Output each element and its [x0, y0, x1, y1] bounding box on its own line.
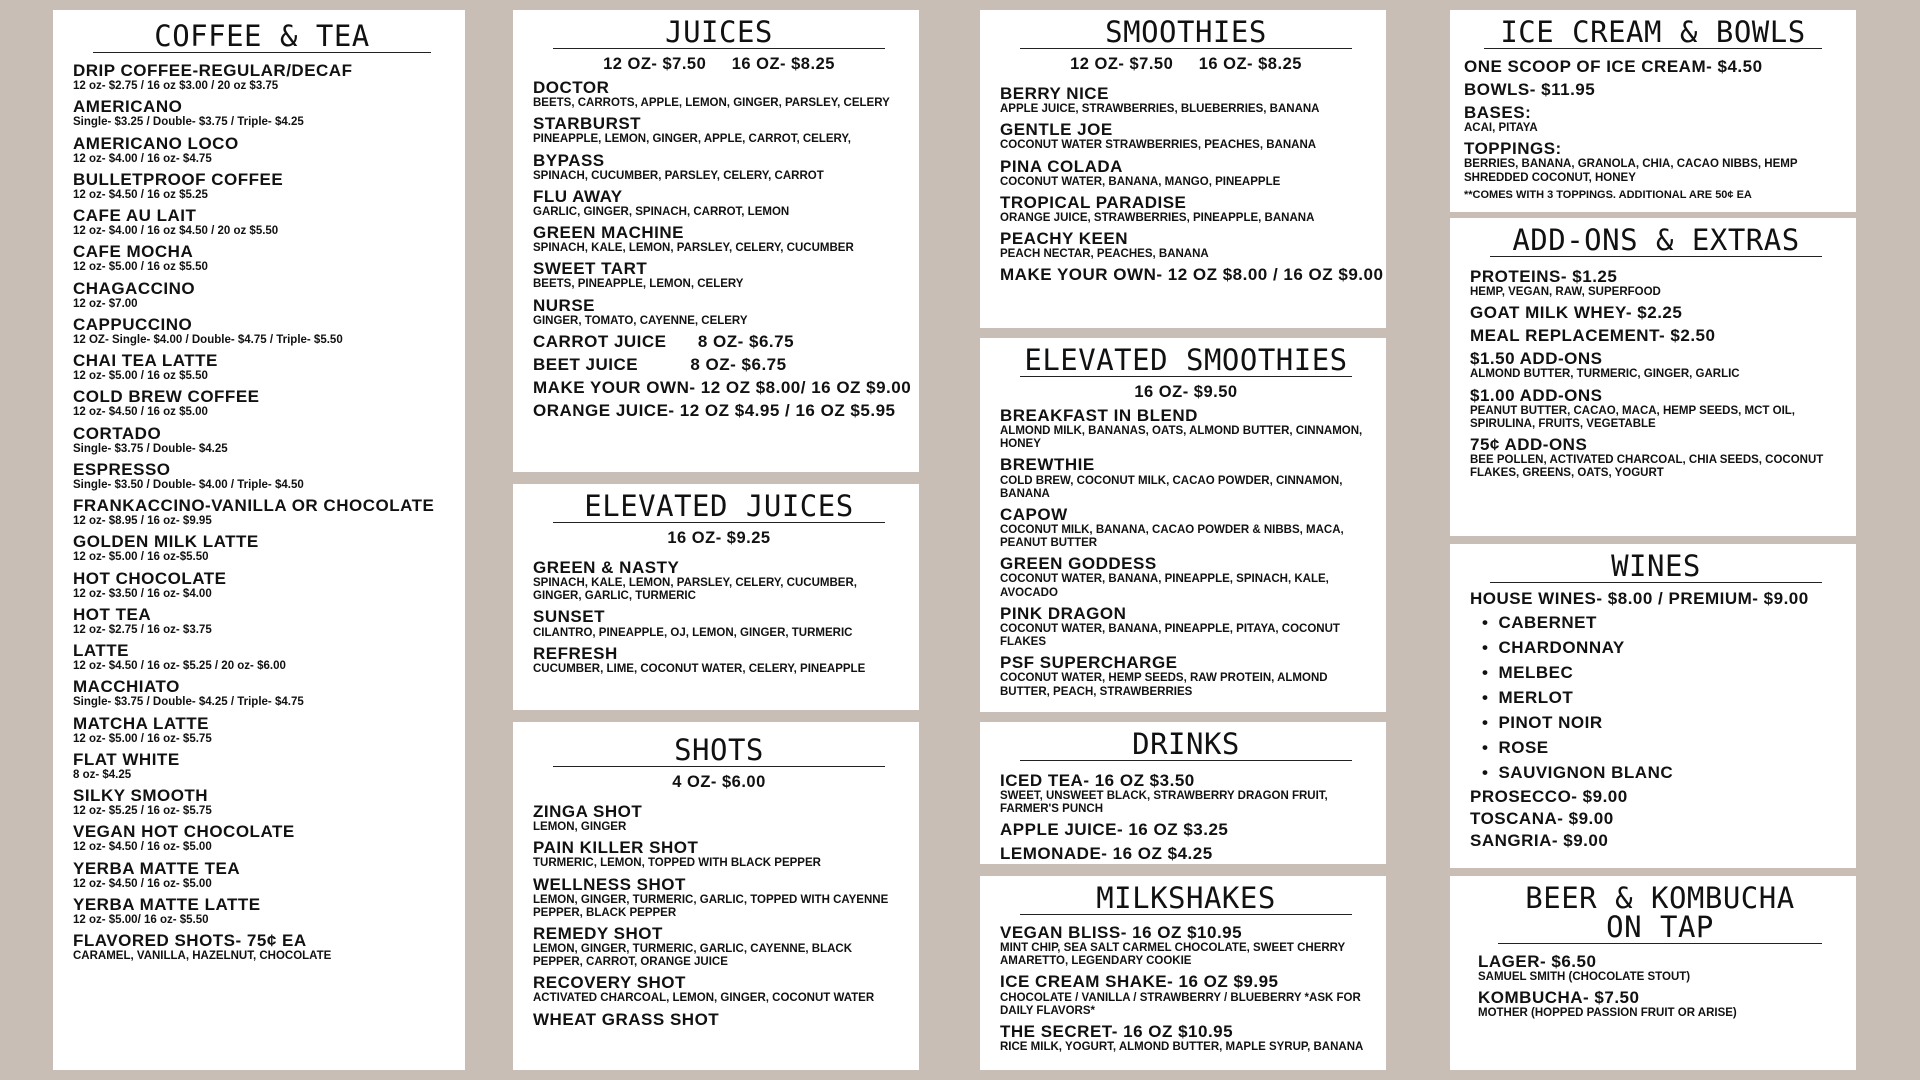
menu-item-description: ACTIVATED CHARCOAL, LEMON, GINGER, COCONUT WATER: [533, 992, 875, 1005]
menu-item-description: 12 oz- $5.00 / 16 oz $5.50: [73, 370, 208, 383]
menu-item-description: 12 oz- $8.95 / 16 oz- $9.95: [73, 515, 212, 528]
menu-item: [1000, 229, 1372, 261]
menu-item-name: FLU AWAY: [533, 186, 623, 206]
menu-item-description: ALMOND BUTTER, TURMERIC, GINGER, GARLIC: [1470, 368, 1740, 381]
elevated-smoothies-list: [1000, 406, 1372, 699]
menu-item-description: CARAMEL, VANILLA, HAZELNUT, CHOCOLATE: [73, 950, 332, 963]
menu-item: [73, 532, 451, 564]
menu-item-name: YERBA MATTE TEA: [73, 858, 241, 878]
menu-item: [73, 387, 451, 419]
wines-panel: [1450, 544, 1856, 868]
ice-cream-title: ICE CREAM & BOWLS: [1484, 18, 1822, 49]
menu-item-description: BEETS, CARROTS, APPLE, LEMON, GINGER, PARSLEY, CELERY: [533, 97, 890, 110]
menu-item-name: FRANKACCINO-VANILLA OR CHOCOLATE: [73, 496, 435, 515]
menu-item: [533, 924, 905, 969]
addons-list: [1470, 267, 1842, 481]
menu-item-name: $1.50 ADD-ONS: [1470, 349, 1603, 369]
menu-item-description: COCONUT WATER, BANANA, MANGO, PINEAPPLE: [1000, 175, 1281, 188]
menu-item-name: LAGER- $6.50: [1478, 952, 1597, 971]
menu-item: [533, 355, 905, 374]
menu-item-name: BREWTHIE: [1000, 455, 1095, 475]
menu-item-name: CARROT JUICE 8 OZ- $6.75: [533, 331, 795, 351]
menu-item: [73, 641, 451, 673]
menu-item-name: ORANGE JUICE- 12 OZ $4.95 / 16 OZ $5.95: [533, 400, 896, 420]
menu-item-name: WELLNESS SHOT: [533, 874, 686, 894]
menu-item-description: COCONUT MILK, BANANA, CACAO POWDER & NIBBS, MACA, PEANUT BUTTER: [1000, 523, 1344, 550]
menu-item-name: CAFE MOCHA: [73, 242, 194, 262]
menu-item: [1000, 604, 1372, 649]
milkshakes-title: MILKSHAKES: [1020, 884, 1352, 915]
menu-item-description: 12 oz- $4.50 / 16 oz- $5.25 / 20 oz- $6.00: [73, 660, 286, 673]
menu-item: [73, 605, 451, 637]
menu-item-description: CHOCOLATE / VANILLA / STRAWBERRY / BLUEBERRY *ASK FOR DAILY FLAVORS*: [1000, 991, 1361, 1017]
menu-item: [1000, 554, 1372, 599]
menu-item-description: 12 oz- $5.00 / 16 oz $5.50: [73, 261, 208, 274]
menu-item-description: 12 OZ- Single- $4.00 / Double- $4.75 / Triple- $5.50: [73, 333, 343, 346]
menu-item-description: PEACH NECTAR, PEACHES, BANANA: [1000, 248, 1209, 261]
elevated-juices-price: 16 OZ- $9.25: [667, 529, 771, 547]
menu-item-name: CAPOW: [1000, 504, 1068, 524]
menu-item: [1000, 844, 1372, 863]
menu-item-name: AMERICANO LOCO: [73, 133, 239, 153]
menu-item-description: Single- $3.75 / Double- $4.25: [73, 442, 228, 455]
menu-item-description: COLD BREW, COCONUT MILK, CACAO POWDER, CINNAMON, BANANA: [1000, 474, 1343, 500]
menu-item-name: KOMBUCHA- $7.50: [1478, 988, 1640, 1008]
ice-cream-note: **COMES WITH 3 TOPPINGS. ADDITIONAL ARE 50¢ EA: [1464, 188, 1752, 201]
menu-item: [73, 895, 451, 927]
menu-item-name: REFRESH: [533, 643, 618, 663]
menu-item: [533, 259, 905, 291]
milkshakes-list: [1000, 923, 1372, 1054]
menu-item-name: WHEAT GRASS SHOT: [533, 1009, 720, 1029]
menu-item-description: PEANUT BUTTER, CACAO, MACA, HEMP SEEDS, MCT OIL, SPIRULINA, FRUITS, VEGETABLE: [1470, 404, 1795, 430]
beer-title-line1: BEER & KOMBUCHA: [1525, 881, 1795, 915]
menu-item-description: 12 oz- $4.50 / 16 oz $5.00: [73, 406, 208, 419]
addons-panel: [1450, 218, 1856, 536]
menu-item: [73, 931, 451, 963]
menu-item-name: MATCHA LATTE: [73, 713, 209, 733]
menu-item: [1470, 267, 1842, 299]
smoothies-list: [1000, 84, 1384, 285]
menu-item: [1470, 326, 1842, 345]
menu-item: [1000, 406, 1372, 451]
menu-item: [1000, 193, 1372, 225]
menu-item: [533, 875, 905, 920]
menu-item-description: GINGER, TOMATO, CAYENNE, CELERY: [533, 314, 748, 327]
menu-item: [1000, 653, 1372, 698]
menu-item-name: SUNSET: [533, 607, 605, 627]
menu-item: [73, 750, 451, 782]
wine-item: • SAUVIGNON BLANC: [1482, 760, 1842, 785]
shots-list: [533, 802, 905, 1029]
menu-item-description: LEMON, GINGER, TURMERIC, GARLIC, TOPPED WITH CAYENNE PEPPER, BLACK PEPPER: [533, 893, 889, 919]
menu-item: [533, 151, 905, 183]
menu-item: [73, 859, 451, 891]
coffee-tea-list: [73, 61, 451, 963]
menu-item-name: $1.00 ADD-ONS: [1470, 385, 1603, 405]
menu-item-description: 12 oz- $4.00 / 16 oz $4.50 / 20 oz $5.50: [73, 225, 279, 238]
menu-item: [73, 206, 451, 238]
menu-item-description: 12 oz- $5.00 / 16 oz- $5.75: [73, 732, 212, 745]
menu-item-name: PROTEINS- $1.25: [1470, 267, 1618, 286]
wine-list: [1482, 610, 1842, 785]
menu-item-description: GARLIC, GINGER, SPINACH, CARROT, LEMON: [533, 205, 790, 218]
menu-item-name: PSF SUPERCHARGE: [1000, 653, 1178, 673]
menu-item-name: PINA COLADA: [1000, 156, 1123, 176]
menu-item: [1000, 972, 1372, 1017]
juices-panel: [513, 10, 919, 472]
menu-item-name: GREEN GODDESS: [1000, 554, 1157, 574]
menu-item-description: 12 oz- $4.50 / 16 oz- $5.00: [73, 877, 212, 890]
menu-item: [533, 558, 905, 603]
menu-item-description: 12 oz- $3.50 / 16 oz- $4.00: [73, 587, 212, 600]
menu-item-description: BEETS, PINEAPPLE, LEMON, CELERY: [533, 278, 744, 291]
wine-item: • ROSE: [1482, 735, 1842, 760]
elevated-smoothies-panel: [980, 338, 1386, 712]
menu-item-description: LEMON, GINGER, TURMERIC, GARLIC, CAYENNE, BLACK PEPPER, CARROT, ORANGE JUICE: [533, 943, 853, 969]
menu-item-description: TURMERIC, LEMON, TOPPED WITH BLACK PEPPER: [533, 857, 821, 870]
menu-item-name: BEET JUICE 8 OZ- $6.75: [533, 354, 787, 374]
menu-item: [533, 1010, 905, 1029]
menu-item-description: MINT CHIP, SEA SALT CARMEL CHOCOLATE, SWEET CHERRY AMARETTO, LEGENDARY COOKIE: [1000, 942, 1346, 968]
menu-item-description: 12 oz- $4.50 / 16 oz- $5.00: [73, 841, 212, 854]
addons-title: ADD-ONS & EXTRAS: [1490, 226, 1822, 257]
menu-item: [1000, 455, 1372, 500]
menu-item: [533, 114, 905, 146]
menu-item-description: COCONUT WATER STRAWBERRIES, PEACHES, BANANA: [1000, 139, 1317, 152]
menu-item-name: REMEDY SHOT: [533, 923, 663, 943]
menu-item: [1000, 157, 1372, 189]
menu-item-name: FLAT WHITE: [73, 749, 180, 769]
menu-item-description: 12 oz- $7.00: [73, 297, 138, 310]
menu-item-name: ESPRESSO: [73, 459, 171, 479]
menu-item-name: RECOVERY SHOT: [533, 973, 686, 993]
menu-item-name: THE SECRET- 16 OZ $10.95: [1000, 1021, 1234, 1041]
menu-item-name: FLAVORED SHOTS- 75¢ EA: [73, 931, 307, 950]
juices-list: [533, 78, 912, 420]
menu-item: [1000, 265, 1384, 285]
menu-item-name: CAFE AU LAIT: [73, 206, 197, 225]
menu-item-name: BYPASS: [533, 150, 605, 170]
juices-price: 12 OZ- $7.50 16 OZ- $8.25: [603, 55, 835, 73]
wine-extra-item: SANGRIA- $9.00: [1470, 831, 1609, 851]
menu-item-name: DRIP COFFEE-REGULAR/DECAF: [73, 61, 353, 80]
menu-item: [1000, 923, 1372, 968]
menu-item-name: VEGAN HOT CHOCOLATE: [73, 822, 295, 842]
menu-item: [533, 223, 905, 255]
menu-item-name: LEMONADE- 16 OZ $4.25: [1000, 843, 1213, 863]
menu-item: [1000, 120, 1372, 152]
menu-item-name: PAIN KILLER SHOT: [533, 838, 699, 858]
menu-item-description: 12 oz- $5.25 / 16 oz- $5.75: [73, 805, 212, 818]
menu-item-name: GOAT MILK WHEY- $2.25: [1470, 303, 1683, 323]
menu-item-name: CHAI TEA LATTE: [73, 351, 218, 370]
menu-item-name: TOPPINGS:: [1464, 139, 1562, 159]
menu-item-description: CILANTRO, PINEAPPLE, OJ, LEMON, GINGER, TURMERIC: [533, 626, 853, 639]
menu-item-description: 12 oz- $2.75 / 16 oz- $3.75: [73, 623, 212, 636]
menu-item: [73, 786, 451, 818]
menu-item-description: COCONUT WATER, BANANA, PINEAPPLE, SPINACH, KALE, AVOCADO: [1000, 573, 1329, 599]
menu-item-name: BOWLS- $11.95: [1464, 80, 1596, 100]
menu-item: [1470, 349, 1842, 381]
menu-item: [1464, 80, 1842, 99]
menu-item-name: COLD BREW COFFEE: [73, 387, 260, 407]
menu-item: [1470, 386, 1842, 431]
menu-item-name: PINK DRAGON: [1000, 603, 1127, 623]
menu-item-name: CHAGACCINO: [73, 278, 196, 298]
menu-item: [1470, 303, 1842, 322]
menu-item-name: LATTE: [73, 641, 130, 660]
menu-item-name: PEACHY KEEN: [1000, 229, 1128, 248]
elevated-juices-list: [533, 558, 905, 676]
menu-item: [533, 296, 905, 328]
menu-item-name: BREAKFAST IN BLEND: [1000, 406, 1198, 425]
menu-item: [73, 134, 451, 166]
menu-item-description: CUCUMBER, LIME, COCONUT WATER, CELERY, PINEAPPLE: [533, 662, 866, 675]
menu-item-name: BASES:: [1464, 103, 1532, 123]
drinks-panel: [980, 722, 1386, 864]
menu-item-name: SILKY SMOOTH: [73, 786, 209, 805]
menu-item-name: APPLE JUICE- 16 OZ $3.25: [1000, 820, 1229, 840]
menu-item: [1470, 435, 1842, 480]
menu-item: [533, 802, 905, 834]
menu-item-name: TROPICAL PARADISE: [1000, 192, 1187, 212]
menu-item: [73, 460, 451, 492]
drinks-title: DRINKS: [1020, 730, 1352, 761]
elevated-smoothies-title: ELEVATED SMOOTHIES: [1020, 346, 1352, 377]
wine-extra-item: TOSCANA- $9.00: [1470, 809, 1614, 829]
menu-item: [73, 279, 451, 311]
menu-item-description: COCONUT WATER, BANANA, PINEAPPLE, PITAYA, COCONUT FLAKES: [1000, 622, 1340, 649]
menu-item-name: ICE CREAM SHAKE- 16 OZ $9.95: [1000, 972, 1279, 992]
menu-item: [73, 315, 451, 347]
wine-extra-item: PROSECCO- $9.00: [1470, 787, 1628, 807]
menu-item-name: AMERICANO: [73, 97, 183, 117]
menu-item-name: HOT TEA: [73, 604, 152, 624]
menu-item: [533, 401, 905, 420]
wine-item: • MELBEC: [1482, 660, 1842, 685]
menu-item-name: MACCHIATO: [73, 677, 180, 697]
menu-item: [1000, 1022, 1372, 1054]
menu-item-description: ALMOND MILK, BANANAS, OATS, ALMOND BUTTER, CINNAMON, HONEY: [1000, 425, 1363, 451]
menu-item: [1464, 103, 1842, 135]
menu-item: [73, 496, 451, 528]
juices-title: JUICES: [553, 18, 885, 49]
menu-item-name: HOT CHOCOLATE: [73, 568, 227, 588]
house-wines: HOUSE WINES- $8.00 / PREMIUM- $9.00: [1470, 589, 1809, 608]
menu-item-description: SWEET, UNSWEET BLACK, STRAWBERRY DRAGON FRUIT, FARMER'S PUNCH: [1000, 790, 1328, 816]
smoothies-panel: [980, 10, 1386, 328]
menu-item-name: GENTLE JOE: [1000, 120, 1113, 140]
menu-item: [1478, 952, 1842, 984]
coffee-tea-panel: [53, 10, 465, 1070]
menu-item: [533, 838, 905, 870]
wine-item: • PINOT NOIR: [1482, 710, 1842, 735]
menu-item: [73, 822, 451, 854]
menu-item-description: SPINACH, CUCUMBER, PARSLEY, CELERY, CARROT: [533, 169, 824, 182]
shots-title: SHOTS: [553, 736, 885, 767]
menu-item: [1000, 820, 1372, 839]
menu-item-name: YERBA MATTE LATTE: [73, 894, 261, 914]
menu-item-description: SPINACH, KALE, LEMON, PARSLEY, CELERY, CUCUMBER, GINGER, GARLIC, TURMERIC: [533, 577, 857, 603]
menu-item: [533, 607, 905, 639]
menu-item: [1000, 505, 1372, 550]
menu-item-name: BULLETPROOF COFFEE: [73, 169, 284, 189]
menu-item-description: HEMP, VEGAN, RAW, SUPERFOOD: [1470, 286, 1661, 299]
menu-item-description: 8 oz- $4.25: [73, 768, 132, 781]
wines-title: WINES: [1490, 552, 1822, 583]
menu-item-description: 12 oz- $5.00 / 16 oz-$5.50: [73, 551, 209, 564]
menu-item-description: COCONUT WATER, HEMP SEEDS, RAW PROTEIN, ALMOND BUTTER, PEACH, STRAWBERRIES: [1000, 672, 1328, 698]
menu-item: [73, 714, 451, 746]
wine-item: • MERLOT: [1482, 685, 1842, 710]
menu-item-name: GOLDEN MILK LATTE: [73, 532, 259, 552]
menu-item-description: BEE POLLEN, ACTIVATED CHARCOAL, CHIA SEEDS, COCONUT FLAKES, GREENS, OATS, YOGURT: [1470, 454, 1824, 480]
menu-item: [73, 170, 451, 202]
menu-item-description: 12 oz- $4.00 / 16 oz- $4.75: [73, 152, 212, 165]
elevated-juices-title: ELEVATED JUICES: [553, 492, 885, 523]
menu-item: [1464, 57, 1842, 76]
menu-item-description: BERRIES, BANANA, GRANOLA, CHIA, CACAO NIBBS, HEMP SHREDDED COCONUT, HONEY: [1464, 158, 1798, 184]
menu-item-name: SWEET TART: [533, 259, 648, 279]
menu-item: [73, 569, 451, 601]
wine-extras: [1470, 787, 1842, 850]
beer-title: [1498, 881, 1822, 944]
menu-item-description: RICE MILK, YOGURT, ALMOND BUTTER, MAPLE SYRUP, BANANA: [1000, 1040, 1364, 1053]
menu-item-name: VEGAN BLISS- 16 OZ $10.95: [1000, 923, 1243, 942]
drinks-list: [1000, 771, 1372, 863]
menu-item-name: MEAL REPLACEMENT- $2.50: [1470, 326, 1716, 346]
menu-item-description: SAMUEL SMITH (CHOCOLATE STOUT): [1478, 971, 1691, 984]
menu-item-description: MOTHER (HOPPED PASSION FRUIT OR ARISE): [1478, 1007, 1737, 1020]
menu-item: [1478, 988, 1842, 1020]
wine-item: • CHARDONNAY: [1482, 635, 1842, 660]
menu-item: [533, 973, 905, 1005]
menu-item-description: ACAI, PITAYA: [1464, 122, 1538, 135]
menu-item-description: ORANGE JUICE, STRAWBERRIES, PINEAPPLE, BANANA: [1000, 211, 1315, 224]
menu-item-description: 12 oz- $5.00/ 16 oz- $5.50: [73, 913, 209, 926]
beer-title-line2: ON TAP: [1606, 910, 1714, 944]
menu-item: [73, 351, 451, 383]
menu-item-description: Single- $3.75 / Double- $4.25 / Triple- $4.75: [73, 696, 304, 709]
menu-item: [1000, 84, 1372, 116]
menu-item-name: CORTADO: [73, 423, 162, 443]
menu-item-name: STARBURST: [533, 114, 642, 134]
menu-item-name: ONE SCOOP OF ICE CREAM- $4.50: [1464, 57, 1763, 76]
beer-panel: [1450, 876, 1856, 1070]
menu-item-description: PINEAPPLE, LEMON, GINGER, APPLE, CARROT, CELERY,: [533, 133, 851, 146]
menu-item: [533, 644, 905, 676]
milkshakes-panel: [980, 876, 1386, 1070]
menu-item-description: SPINACH, KALE, LEMON, PARSLEY, CELERY, CUCUMBER: [533, 242, 854, 255]
menu-item: [533, 377, 912, 397]
shots-panel: [513, 722, 919, 1070]
shots-price: 4 OZ- $6.00: [672, 773, 766, 791]
menu-item: [533, 187, 905, 219]
wine-item: • CABERNET: [1482, 610, 1842, 635]
menu-item-name: GREEN MACHINE: [533, 223, 685, 242]
menu-item-description: Single- $3.25 / Double- $3.75 / Triple- $4.25: [73, 116, 304, 129]
smoothies-title: SMOOTHIES: [1020, 18, 1352, 49]
beer-list: [1478, 952, 1842, 1021]
menu-item-description: LEMON, GINGER: [533, 821, 627, 834]
menu-item-name: CAPPUCCINO: [73, 314, 193, 334]
menu-item-description: APPLE JUICE, STRAWBERRIES, BLUEBERRIES, BANANA: [1000, 103, 1320, 116]
menu-item: [533, 332, 905, 351]
menu-item-description: Single- $3.50 / Double- $4.00 / Triple- $4.50: [73, 478, 304, 491]
menu-item: [73, 242, 451, 274]
menu-item-name: 75¢ ADD-ONS: [1470, 435, 1588, 455]
ice-cream-list: [1464, 57, 1842, 185]
menu-item-name: MAKE YOUR OWN- 12 OZ $8.00 / 16 OZ $9.00: [1000, 265, 1384, 285]
ice-cream-panel: [1450, 10, 1856, 212]
menu-item-name: BERRY NICE: [1000, 84, 1109, 103]
menu-item: [1000, 771, 1372, 816]
menu-item: [533, 78, 905, 110]
menu-item-name: GREEN & NASTY: [533, 558, 680, 577]
menu-item-name: MAKE YOUR OWN- 12 OZ $8.00/ 16 OZ $9.00: [533, 377, 912, 397]
smoothies-price: 12 OZ- $7.50 16 OZ- $8.25: [1070, 55, 1302, 73]
menu-item: [73, 424, 451, 456]
menu-item-name: ZINGA SHOT: [533, 802, 643, 821]
elevated-juices-panel: [513, 484, 919, 710]
menu-item-description: 12 oz- $4.50 / 16 oz $5.25: [73, 188, 208, 201]
menu-item-name: ICED TEA- 16 OZ $3.50: [1000, 771, 1195, 790]
menu-item-name: DOCTOR: [533, 78, 610, 97]
coffee-tea-title: COFFEE & TEA: [93, 22, 431, 53]
menu-item: [73, 97, 451, 129]
menu-item-name: NURSE: [533, 295, 596, 315]
menu-item: [1464, 139, 1842, 184]
elevated-smoothies-price: 16 OZ- $9.50: [1134, 383, 1238, 401]
menu-item: [73, 61, 451, 93]
menu-item: [73, 677, 451, 709]
menu-item-description: 12 oz- $2.75 / 16 oz $3.00 / 20 oz $3.75: [73, 80, 279, 93]
